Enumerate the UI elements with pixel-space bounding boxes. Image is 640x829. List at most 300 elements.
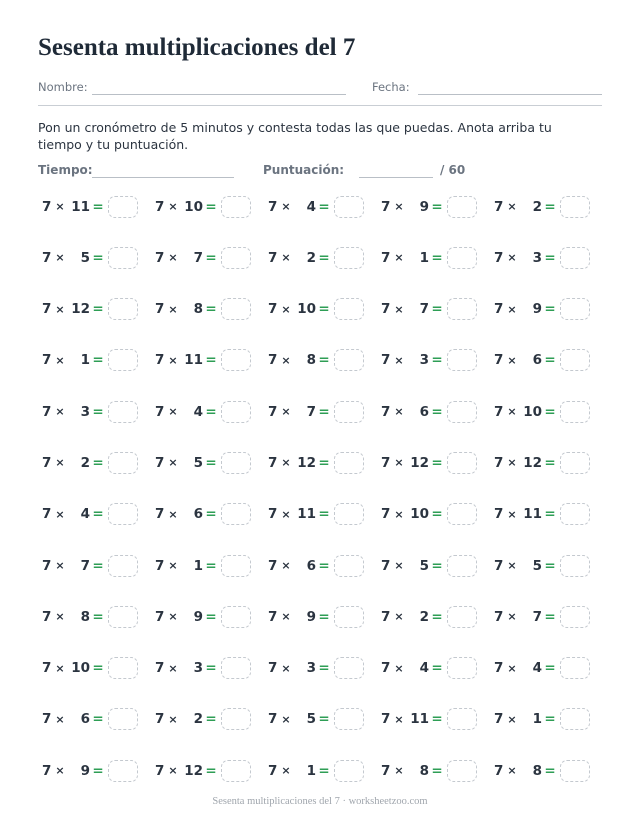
equals-sign: = bbox=[544, 403, 556, 420]
multiplicand: 7 bbox=[494, 557, 504, 574]
answer-box[interactable] bbox=[560, 452, 590, 474]
multiplicand: 7 bbox=[494, 249, 504, 266]
problem bbox=[490, 754, 603, 787]
equals-sign: = bbox=[205, 249, 217, 266]
equals-sign: = bbox=[318, 506, 330, 523]
answer-box[interactable] bbox=[221, 657, 251, 679]
times-sign: × bbox=[168, 251, 178, 265]
times-sign: × bbox=[168, 764, 178, 778]
multiplier: 4 bbox=[306, 198, 316, 215]
problem bbox=[264, 549, 377, 582]
answer-box[interactable] bbox=[447, 247, 477, 269]
equals-sign: = bbox=[92, 454, 104, 471]
times-sign: × bbox=[55, 251, 65, 265]
answer-box[interactable] bbox=[108, 555, 138, 577]
multiplier: 3 bbox=[532, 249, 542, 266]
equals-sign: = bbox=[205, 454, 217, 471]
answer-box[interactable] bbox=[560, 349, 590, 371]
problem bbox=[151, 190, 264, 223]
multiplicand: 7 bbox=[268, 711, 278, 728]
answer-box[interactable] bbox=[560, 401, 590, 423]
equals-sign: = bbox=[92, 711, 104, 728]
problem bbox=[377, 190, 490, 223]
problem bbox=[151, 652, 264, 685]
problem bbox=[264, 293, 377, 326]
times-sign: × bbox=[394, 302, 404, 316]
time-label: Tiempo: bbox=[38, 163, 93, 177]
multiplicand: 7 bbox=[494, 454, 504, 471]
multiplier: 6 bbox=[193, 506, 203, 523]
multiplier: 6 bbox=[532, 352, 542, 369]
multiplicand: 7 bbox=[494, 762, 504, 779]
equals-sign: = bbox=[92, 403, 104, 420]
answer-box[interactable] bbox=[221, 606, 251, 628]
multiplier: 6 bbox=[80, 711, 90, 728]
problem-row bbox=[38, 395, 604, 446]
answer-box[interactable] bbox=[447, 657, 477, 679]
problem bbox=[377, 395, 490, 428]
answer-box[interactable] bbox=[447, 401, 477, 423]
answer-box[interactable] bbox=[221, 760, 251, 782]
times-sign: × bbox=[281, 559, 291, 573]
equals-sign: = bbox=[205, 608, 217, 625]
answer-box[interactable] bbox=[108, 452, 138, 474]
problem-row bbox=[38, 498, 604, 549]
multiplicand: 7 bbox=[155, 557, 165, 574]
multiplier: 8 bbox=[419, 762, 429, 779]
score-field-line[interactable] bbox=[359, 177, 433, 178]
problem bbox=[38, 549, 151, 582]
multiplier: 12 bbox=[410, 454, 429, 471]
equals-sign: = bbox=[318, 352, 330, 369]
multiplier: 3 bbox=[80, 403, 90, 420]
answer-box[interactable] bbox=[334, 606, 364, 628]
problem bbox=[151, 293, 264, 326]
problem bbox=[377, 652, 490, 685]
multiplicand: 7 bbox=[155, 301, 165, 318]
problem bbox=[38, 395, 151, 428]
multiplier: 7 bbox=[419, 301, 429, 318]
multiplier: 11 bbox=[71, 198, 90, 215]
times-sign: × bbox=[507, 764, 517, 778]
answer-box[interactable] bbox=[447, 503, 477, 525]
answer-box[interactable] bbox=[334, 503, 364, 525]
times-sign: × bbox=[168, 405, 178, 419]
answer-box[interactable] bbox=[560, 708, 590, 730]
answer-box[interactable] bbox=[108, 606, 138, 628]
problem bbox=[377, 498, 490, 531]
times-sign: × bbox=[507, 507, 517, 521]
multiplier: 7 bbox=[80, 557, 90, 574]
times-sign: × bbox=[168, 456, 178, 470]
page-title: Sesenta multiplicaciones del 7 bbox=[38, 34, 356, 61]
multiplicand: 7 bbox=[494, 198, 504, 215]
times-sign: × bbox=[394, 661, 404, 675]
multiplier: 11 bbox=[523, 506, 542, 523]
times-sign: × bbox=[394, 764, 404, 778]
problem bbox=[38, 498, 151, 531]
multiplicand: 7 bbox=[268, 301, 278, 318]
problem bbox=[490, 190, 603, 223]
multiplicand: 7 bbox=[155, 198, 165, 215]
problem bbox=[38, 652, 151, 685]
problem bbox=[151, 498, 264, 531]
equals-sign: = bbox=[92, 762, 104, 779]
answer-box[interactable] bbox=[108, 349, 138, 371]
answer-box[interactable] bbox=[560, 606, 590, 628]
answer-box[interactable] bbox=[560, 503, 590, 525]
multiplicand: 7 bbox=[42, 660, 52, 677]
equals-sign: = bbox=[431, 301, 443, 318]
multiplicand: 7 bbox=[381, 660, 391, 677]
times-sign: × bbox=[281, 764, 291, 778]
equals-sign: = bbox=[544, 608, 556, 625]
equals-sign: = bbox=[92, 301, 104, 318]
equals-sign: = bbox=[318, 660, 330, 677]
problem bbox=[151, 395, 264, 428]
multiplier: 5 bbox=[193, 454, 203, 471]
problem bbox=[490, 241, 603, 274]
equals-sign: = bbox=[318, 454, 330, 471]
equals-sign: = bbox=[544, 454, 556, 471]
problem bbox=[151, 754, 264, 787]
multiplicand: 7 bbox=[155, 762, 165, 779]
answer-box[interactable] bbox=[334, 760, 364, 782]
answer-box[interactable] bbox=[560, 298, 590, 320]
times-sign: × bbox=[55, 200, 65, 213]
times-sign: × bbox=[55, 610, 65, 624]
answer-box[interactable] bbox=[334, 298, 364, 320]
answer-box[interactable] bbox=[334, 657, 364, 679]
equals-sign: = bbox=[431, 403, 443, 420]
answer-box[interactable] bbox=[108, 298, 138, 320]
times-sign: × bbox=[168, 559, 178, 573]
equals-sign: = bbox=[92, 506, 104, 523]
problem-row bbox=[38, 344, 604, 395]
equals-sign: = bbox=[205, 711, 217, 728]
equals-sign: = bbox=[544, 249, 556, 266]
multiplicand: 7 bbox=[42, 506, 52, 523]
multiplicand: 7 bbox=[155, 711, 165, 728]
equals-sign: = bbox=[431, 608, 443, 625]
equals-sign: = bbox=[318, 301, 330, 318]
multiplicand: 7 bbox=[268, 608, 278, 625]
answer-box[interactable] bbox=[108, 708, 138, 730]
multiplier: 10 bbox=[523, 403, 542, 420]
multiplier: 4 bbox=[193, 403, 203, 420]
times-sign: × bbox=[55, 353, 65, 367]
answer-box[interactable] bbox=[108, 760, 138, 782]
answer-box[interactable] bbox=[447, 452, 477, 474]
multiplier: 12 bbox=[523, 454, 542, 471]
equals-sign: = bbox=[544, 711, 556, 728]
multiplicand: 7 bbox=[494, 301, 504, 318]
date-field-line[interactable] bbox=[418, 94, 602, 95]
equals-sign: = bbox=[205, 660, 217, 677]
answer-box[interactable] bbox=[221, 196, 251, 218]
problem bbox=[377, 703, 490, 736]
times-sign: × bbox=[281, 251, 291, 265]
answer-box[interactable] bbox=[560, 555, 590, 577]
multiplicand: 7 bbox=[42, 301, 52, 318]
problem bbox=[490, 446, 603, 479]
multiplier: 4 bbox=[80, 506, 90, 523]
times-sign: × bbox=[394, 712, 404, 726]
answer-box[interactable] bbox=[334, 247, 364, 269]
multiplicand: 7 bbox=[381, 506, 391, 523]
answer-box[interactable] bbox=[108, 196, 138, 218]
multiplicand: 7 bbox=[42, 249, 52, 266]
multiplicand: 7 bbox=[494, 660, 504, 677]
problem bbox=[264, 190, 377, 223]
problem bbox=[264, 446, 377, 479]
multiplicand: 7 bbox=[155, 249, 165, 266]
equals-sign: = bbox=[544, 660, 556, 677]
answer-box[interactable] bbox=[447, 606, 477, 628]
multiplicand: 7 bbox=[381, 249, 391, 266]
equals-sign: = bbox=[318, 249, 330, 266]
multiplier: 8 bbox=[80, 608, 90, 625]
answer-box[interactable] bbox=[108, 657, 138, 679]
multiplicand: 7 bbox=[381, 454, 391, 471]
multiplicand: 7 bbox=[381, 352, 391, 369]
answer-box[interactable] bbox=[334, 452, 364, 474]
answer-box[interactable] bbox=[560, 760, 590, 782]
equals-sign: = bbox=[205, 352, 217, 369]
date-label: Fecha: bbox=[372, 80, 410, 94]
multiplier: 6 bbox=[306, 557, 316, 574]
multiplier: 8 bbox=[306, 352, 316, 369]
equals-sign: = bbox=[92, 608, 104, 625]
times-sign: × bbox=[507, 405, 517, 419]
multiplier: 2 bbox=[419, 608, 429, 625]
times-sign: × bbox=[394, 507, 404, 521]
answer-box[interactable] bbox=[221, 298, 251, 320]
equals-sign: = bbox=[544, 198, 556, 215]
answer-box[interactable] bbox=[334, 708, 364, 730]
answer-box[interactable] bbox=[447, 349, 477, 371]
answer-box[interactable] bbox=[447, 196, 477, 218]
equals-sign: = bbox=[92, 557, 104, 574]
answer-box[interactable] bbox=[447, 555, 477, 577]
times-sign: × bbox=[394, 251, 404, 265]
problem-row bbox=[38, 190, 604, 241]
problem bbox=[38, 190, 151, 223]
answer-box[interactable] bbox=[221, 503, 251, 525]
multiplicand: 7 bbox=[42, 762, 52, 779]
answer-box[interactable] bbox=[334, 349, 364, 371]
equals-sign: = bbox=[318, 762, 330, 779]
answer-box[interactable] bbox=[334, 555, 364, 577]
multiplicand: 7 bbox=[155, 403, 165, 420]
problem bbox=[490, 293, 603, 326]
problem bbox=[38, 754, 151, 787]
times-sign: × bbox=[55, 302, 65, 316]
multiplicand: 7 bbox=[381, 608, 391, 625]
multiplicand: 7 bbox=[381, 762, 391, 779]
problem bbox=[151, 600, 264, 633]
answer-box[interactable] bbox=[108, 503, 138, 525]
multiplicand: 7 bbox=[155, 608, 165, 625]
multiplicand: 7 bbox=[42, 352, 52, 369]
problem bbox=[490, 498, 603, 531]
header-divider bbox=[38, 105, 602, 106]
answer-box[interactable] bbox=[447, 708, 477, 730]
answer-box[interactable] bbox=[221, 247, 251, 269]
answer-box[interactable] bbox=[560, 247, 590, 269]
equals-sign: = bbox=[431, 660, 443, 677]
equals-sign: = bbox=[318, 711, 330, 728]
multiplier: 9 bbox=[80, 762, 90, 779]
times-sign: × bbox=[168, 302, 178, 316]
multiplicand: 7 bbox=[381, 301, 391, 318]
instructions-text: Pon un cronómetro de 5 minutos y contesta todas las que puedas. Anota arriba tu tiempo y tu puntuación. bbox=[38, 120, 552, 152]
problem bbox=[264, 754, 377, 787]
times-sign: × bbox=[507, 610, 517, 624]
times-sign: × bbox=[168, 200, 178, 213]
times-sign: × bbox=[507, 661, 517, 675]
answer-box[interactable] bbox=[447, 760, 477, 782]
times-sign: × bbox=[55, 507, 65, 521]
answer-box[interactable] bbox=[221, 555, 251, 577]
times-sign: × bbox=[507, 353, 517, 367]
multiplicand: 7 bbox=[494, 403, 504, 420]
multiplier: 10 bbox=[410, 506, 429, 523]
equals-sign: = bbox=[431, 454, 443, 471]
answer-box[interactable] bbox=[221, 708, 251, 730]
multiplicand: 7 bbox=[268, 403, 278, 420]
times-sign: × bbox=[394, 456, 404, 470]
multiplier: 11 bbox=[410, 711, 429, 728]
answer-box[interactable] bbox=[221, 401, 251, 423]
equals-sign: = bbox=[544, 762, 556, 779]
student-info bbox=[38, 80, 602, 96]
equals-sign: = bbox=[205, 301, 217, 318]
times-sign: × bbox=[394, 353, 404, 367]
multiplicand: 7 bbox=[494, 506, 504, 523]
problem bbox=[38, 241, 151, 274]
problem bbox=[490, 344, 603, 377]
multiplier: 5 bbox=[306, 711, 316, 728]
multiplier: 1 bbox=[193, 557, 203, 574]
problem bbox=[151, 344, 264, 377]
problem bbox=[151, 446, 264, 479]
times-sign: × bbox=[281, 456, 291, 470]
times-sign: × bbox=[507, 559, 517, 573]
equals-sign: = bbox=[318, 608, 330, 625]
multiplicand: 7 bbox=[494, 608, 504, 625]
times-sign: × bbox=[55, 712, 65, 726]
multiplier: 6 bbox=[419, 403, 429, 420]
multiplicand: 7 bbox=[268, 660, 278, 677]
multiplier: 12 bbox=[71, 301, 90, 318]
score-label: Puntuación: bbox=[263, 163, 345, 177]
equals-sign: = bbox=[431, 762, 443, 779]
multiplier: 2 bbox=[80, 454, 90, 471]
answer-box[interactable] bbox=[221, 452, 251, 474]
multiplier: 7 bbox=[193, 249, 203, 266]
problem-row bbox=[38, 293, 604, 344]
multiplier: 5 bbox=[419, 557, 429, 574]
equals-sign: = bbox=[544, 557, 556, 574]
multiplier: 12 bbox=[297, 454, 316, 471]
multiplier: 1 bbox=[306, 762, 316, 779]
answer-box[interactable] bbox=[108, 247, 138, 269]
multiplicand: 7 bbox=[494, 711, 504, 728]
multiplier: 1 bbox=[532, 711, 542, 728]
multiplicand: 7 bbox=[268, 352, 278, 369]
times-sign: × bbox=[394, 405, 404, 419]
times-sign: × bbox=[55, 764, 65, 778]
multiplicand: 7 bbox=[268, 762, 278, 779]
multiplier: 7 bbox=[532, 608, 542, 625]
answer-box[interactable] bbox=[560, 657, 590, 679]
name-field-line[interactable] bbox=[92, 94, 346, 95]
problem-row bbox=[38, 549, 604, 600]
answer-box[interactable] bbox=[108, 401, 138, 423]
times-sign: × bbox=[281, 610, 291, 624]
times-sign: × bbox=[55, 559, 65, 573]
multiplicand: 7 bbox=[268, 198, 278, 215]
problem bbox=[490, 549, 603, 582]
equals-sign: = bbox=[92, 249, 104, 266]
problem bbox=[377, 754, 490, 787]
multiplier: 1 bbox=[419, 249, 429, 266]
answer-box[interactable] bbox=[560, 196, 590, 218]
times-sign: × bbox=[55, 456, 65, 470]
multiplier: 5 bbox=[532, 557, 542, 574]
multiplicand: 7 bbox=[381, 711, 391, 728]
score-info bbox=[38, 163, 602, 181]
answer-box[interactable] bbox=[334, 196, 364, 218]
multiplier: 3 bbox=[419, 352, 429, 369]
answer-box[interactable] bbox=[221, 349, 251, 371]
multiplier: 10 bbox=[297, 301, 316, 318]
equals-sign: = bbox=[205, 557, 217, 574]
multiplier: 11 bbox=[297, 506, 316, 523]
answer-box[interactable] bbox=[447, 298, 477, 320]
multiplicand: 7 bbox=[155, 506, 165, 523]
multiplier: 5 bbox=[80, 249, 90, 266]
problem-row bbox=[38, 703, 604, 754]
multiplicand: 7 bbox=[494, 352, 504, 369]
problem bbox=[377, 293, 490, 326]
multiplier: 3 bbox=[306, 660, 316, 677]
problem bbox=[151, 703, 264, 736]
multiplicand: 7 bbox=[268, 454, 278, 471]
multiplicand: 7 bbox=[42, 557, 52, 574]
problem bbox=[377, 549, 490, 582]
times-sign: × bbox=[55, 405, 65, 419]
times-sign: × bbox=[168, 353, 178, 367]
problem bbox=[264, 600, 377, 633]
time-field-line[interactable] bbox=[92, 177, 234, 178]
times-sign: × bbox=[394, 610, 404, 624]
multiplier: 4 bbox=[419, 660, 429, 677]
problem bbox=[490, 652, 603, 685]
problem-grid bbox=[38, 190, 604, 806]
problem bbox=[264, 241, 377, 274]
equals-sign: = bbox=[205, 403, 217, 420]
problem bbox=[377, 241, 490, 274]
problem bbox=[38, 600, 151, 633]
times-sign: × bbox=[168, 661, 178, 675]
times-sign: × bbox=[281, 712, 291, 726]
times-sign: × bbox=[507, 251, 517, 265]
problem bbox=[38, 446, 151, 479]
answer-box[interactable] bbox=[334, 401, 364, 423]
multiplicand: 7 bbox=[381, 198, 391, 215]
